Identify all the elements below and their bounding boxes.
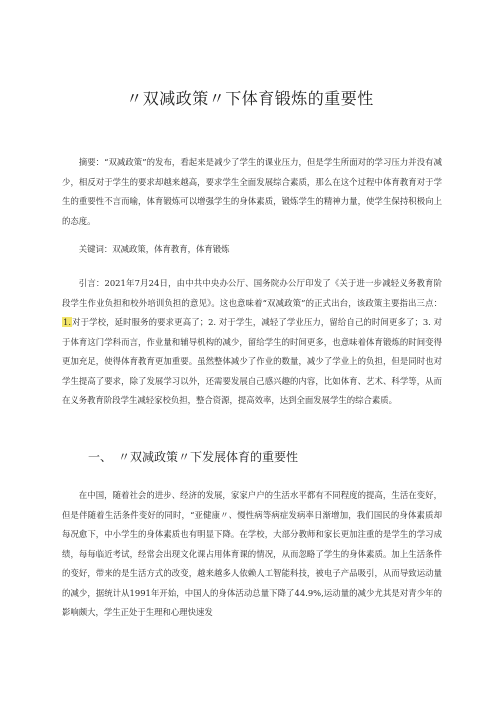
section-heading (88, 448, 298, 465)
keywords-label: 关键词： (78, 244, 113, 254)
intro-text-part2: 对于学校，延时服务的要求更高了；2. 对于学生，减轻了学业压力，留给自己的时间更多了；3. 对于体育这门学科而言，作业量和辅导机构的减少，留给学生的时间更多，也意味着体育锻炼的时间变得更加充足，使得体育教育更加重要。虽然整体减少了作业的数量，减少了学业上的负担，但是同时也对学生提高了要求，除了发展学习以外，还需要发展自己感兴趣的内容，比如体育、艺术、科学等，从而在义务教育阶段学生减轻家校负担，整合资源，提高效率，达到全面发展学生的综合素质。 (62, 317, 442, 405)
intro-text-part1: 引言：2021年7月24日，由中共中央办公厅、国务院办公厅印发了《关于进一步减轻义务教育阶段学生作业负担和校外培训负担的意见》。这也意味着“双减政策”的正式出台，该政策主要指出三点： (62, 278, 442, 308)
abstract-paragraph (62, 153, 442, 231)
keywords-paragraph (62, 240, 442, 260)
section-number: 一、 (88, 450, 113, 464)
intro-paragraph (62, 274, 442, 411)
abstract-label: 摘要： (78, 157, 105, 167)
highlighted-text: 1. (63, 317, 71, 327)
keywords-text: 双减政策，体育教育，体育锻炼 (112, 244, 230, 254)
document-title: 〃双减政策〃下体育锻炼的重要性 (126, 89, 374, 108)
section-heading-text: 〃双减政策〃下发展体育的重要性 (118, 450, 299, 464)
section-paragraph: 在中国，随着社会的进步、经济的发展，家家户户的生活水平都有不同程度的提高，生活在变好，但是伴随着生活条件变好的同时，“亚健康〃、慢性病等病症发病率日渐增加，我们国民的身体素质却每况愈下，中小学生的身体素质也有明显下降。在学校，大部分教师和家长更加注重的是学生的学习成绩，每每临近考试，经常会出现文化课占用体育课的情况，从而忽略了学生的身体素质。加上生活条件的变好，带来的是生活方式的改变，越来越多人依赖人工智能科技，被电子产品吸引，从而导致运动量的减少，据统计从1991年开始，中国人的身体活动总量下降了44.9%,运动量的减少尤其是对青少年的影响颇大，学生正处于生理和心理快速发 (62, 490, 442, 617)
abstract-text: “双减政策”的发布，看起来是减少了学生的课业压力，但是学生所面对的学习压力并没有减少，相反对于学生的要求却越来越高，要求学生全面发展综合素质，那么在这个过程中体育教育对于学生的重要性不言而喻，体育锻炼可以增强学生的身体素质，锻炼学生的精神力量，使学生保持积极向上的态度。 (62, 157, 442, 226)
